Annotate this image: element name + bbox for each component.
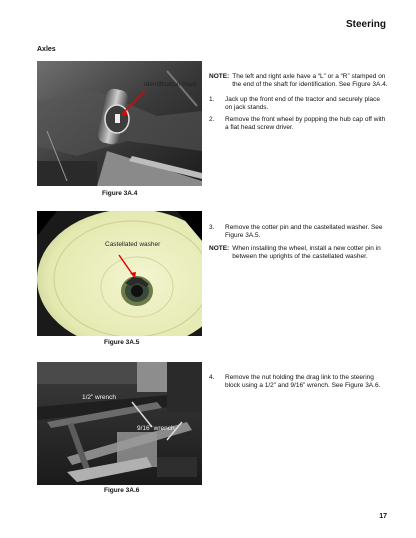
half-inch-wrench-label: 1/2” wrench <box>82 394 116 401</box>
figure-3a4-image <box>37 61 202 186</box>
step-text: Jack up the front end of the tractor and securely place on jack stands. <box>225 95 381 111</box>
castellated-washer-label: Castellated washer <box>105 241 161 248</box>
section-title: Steering <box>345 19 386 30</box>
note-text: When installing the wheel, install a new cotter pin in between the uprights of the castellated washer. <box>232 244 381 260</box>
figure-3a6-image <box>37 362 202 485</box>
note-label: NOTE: <box>209 244 230 252</box>
instructions-block-1 <box>209 73 389 133</box>
step-text: Remove the cotter pin and the castellated washer. See Figure 3A.5. <box>225 224 383 240</box>
step-text: Remove the front wheel by popping the hub cap off with a flat head screw driver. <box>225 116 386 132</box>
identification-mark-label: Identification mark <box>144 81 197 88</box>
step-4 <box>209 374 389 391</box>
figure-3a6-caption: Figure 3A.6 <box>104 487 140 494</box>
step-number: 2. <box>209 116 215 124</box>
figure-3a5-image <box>37 211 202 336</box>
figure-3a4-photo <box>37 61 202 186</box>
subheading: Axles <box>37 46 56 53</box>
note-text: The left and right axle have a “L” or a “R” stamped on the end of the shaft for identification. See Figure 3A.4. <box>232 73 388 89</box>
figure-3a6-photo <box>37 362 202 485</box>
instructions-block-2 <box>209 224 389 261</box>
step-2 <box>209 116 389 133</box>
step-number: 1. <box>209 95 215 103</box>
page-number: 17 <box>379 513 387 520</box>
note-cotter-pin <box>209 245 389 262</box>
step-number: 4. <box>209 374 215 381</box>
nine-sixteenths-wrench-label: 9/16” wrench <box>137 425 175 432</box>
step-1 <box>209 96 389 113</box>
note-label: NOTE: <box>209 73 230 80</box>
figure-3a5-caption: Figure 3A.5 <box>104 339 140 346</box>
instructions-block-3 <box>209 374 389 391</box>
step-number: 3. <box>209 224 215 231</box>
figure-3a5-photo <box>37 211 202 336</box>
step-3 <box>209 224 389 241</box>
note-axle-identification <box>209 73 389 90</box>
figure-3a4-caption: Figure 3A.4 <box>102 190 138 197</box>
step-text: Remove the nut holding the drag link to the steering block using a 1/2” and 9/16” wrench. See Figure 3A.6. <box>225 374 381 390</box>
